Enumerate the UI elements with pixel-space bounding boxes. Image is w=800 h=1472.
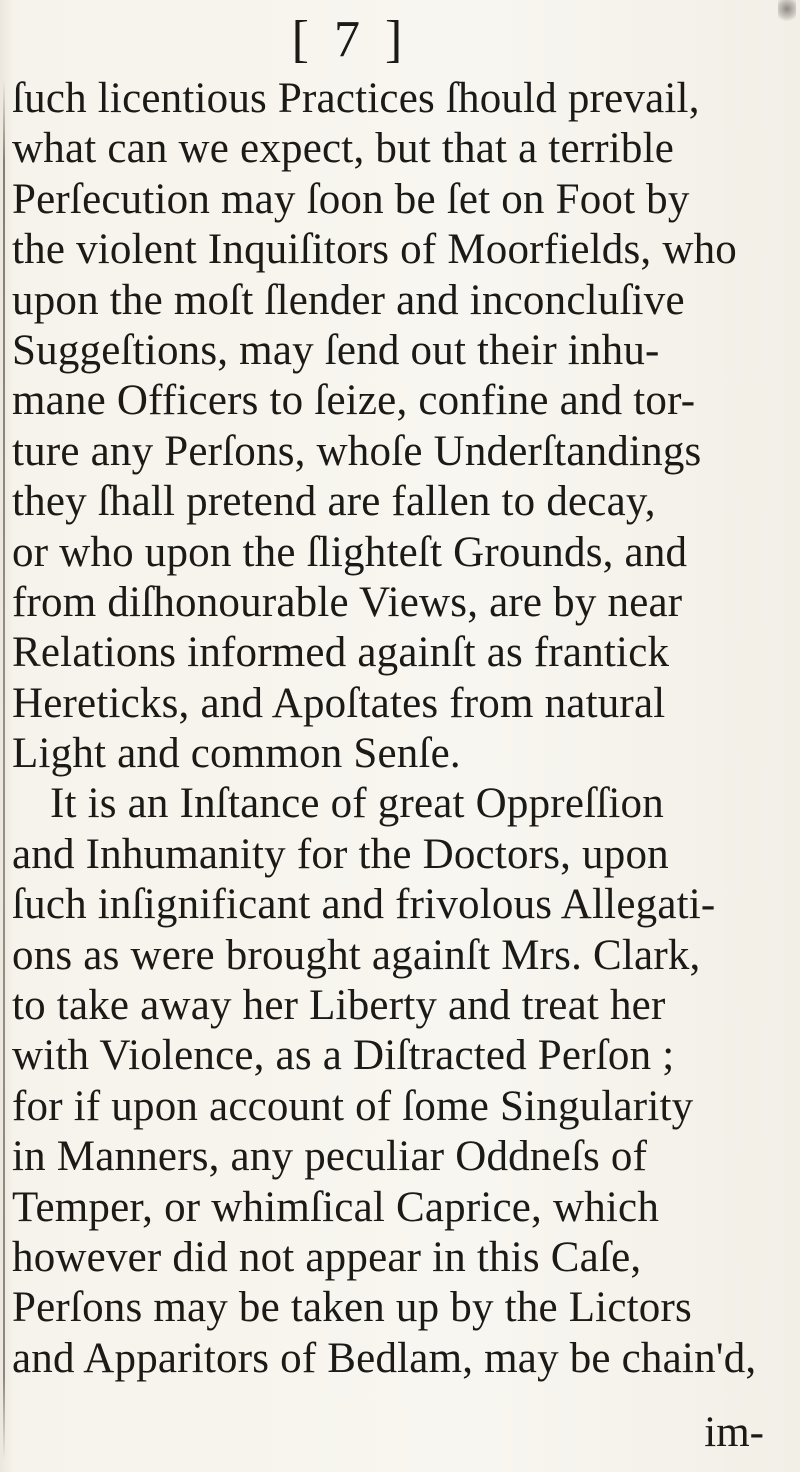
- text-line: ture any Perſons, whoſe Underſtandings: [12, 427, 702, 475]
- text-line: from diſhonourable Views, are by near: [12, 578, 683, 626]
- text-line: or who upon the ſlighteſt Grounds, and: [12, 528, 688, 576]
- text-line: they ſhall pretend are fallen to decay,: [12, 478, 656, 526]
- text-line: Suggeſtions, may ſend out their inhu-: [12, 326, 660, 374]
- text-line: ſuch licentious Practices ſhould prevail,: [12, 75, 700, 122]
- text-line: Perſecution may ſoon be ſet on Foot by: [12, 175, 690, 223]
- text-line: upon the moſt ſlender and inconcluſive: [12, 276, 685, 324]
- page-number: [0, 10, 800, 70]
- text-line: for if upon account of ſome Singularity: [12, 1082, 694, 1130]
- text-line: mane Officers to ſeize, confine and tor-: [12, 377, 696, 425]
- text-line: and Apparitors of Bedlam, may be chain'd,: [12, 1334, 757, 1382]
- text-line: and Inhumanity for the Doctors, upon: [12, 830, 669, 878]
- text-line: Temper, or whimſical Caprice, which: [12, 1183, 660, 1231]
- text-line: with Violence, as a Diſtracted Perſon ;: [12, 1032, 675, 1080]
- text-line: Light and common Senſe.: [12, 730, 461, 778]
- text-line: however did not appear in this Caſe,: [12, 1233, 642, 1281]
- text-line: ſuch inſignificant and frivolous Allegati-: [12, 881, 716, 929]
- binding-edge: [3, 80, 5, 1460]
- catchword: im-: [704, 1409, 764, 1456]
- text-line: Hereticks, and Apoſtates from natural: [12, 679, 666, 727]
- page-number-text: [ 7 ]: [291, 11, 409, 68]
- paragraph-start-line: It is an Inſtance of great Oppreſſion: [50, 780, 664, 828]
- text-line: Perſons may be taken up by the Lictors: [12, 1284, 692, 1332]
- text-line: Relations informed againſt as frantick: [12, 629, 670, 677]
- text-line: what can we expect, but that a terrible: [12, 125, 675, 173]
- text-line: to take away her Liberty and treat her: [12, 982, 666, 1030]
- text-line: in Manners, any peculiar Oddneſs of: [12, 1133, 648, 1181]
- text-line: the violent Inquiſitors of Moorfields, who: [12, 226, 737, 274]
- body-text: [12, 74, 798, 1384]
- text-line: ons as were brought againſt Mrs. Clark,: [12, 931, 701, 979]
